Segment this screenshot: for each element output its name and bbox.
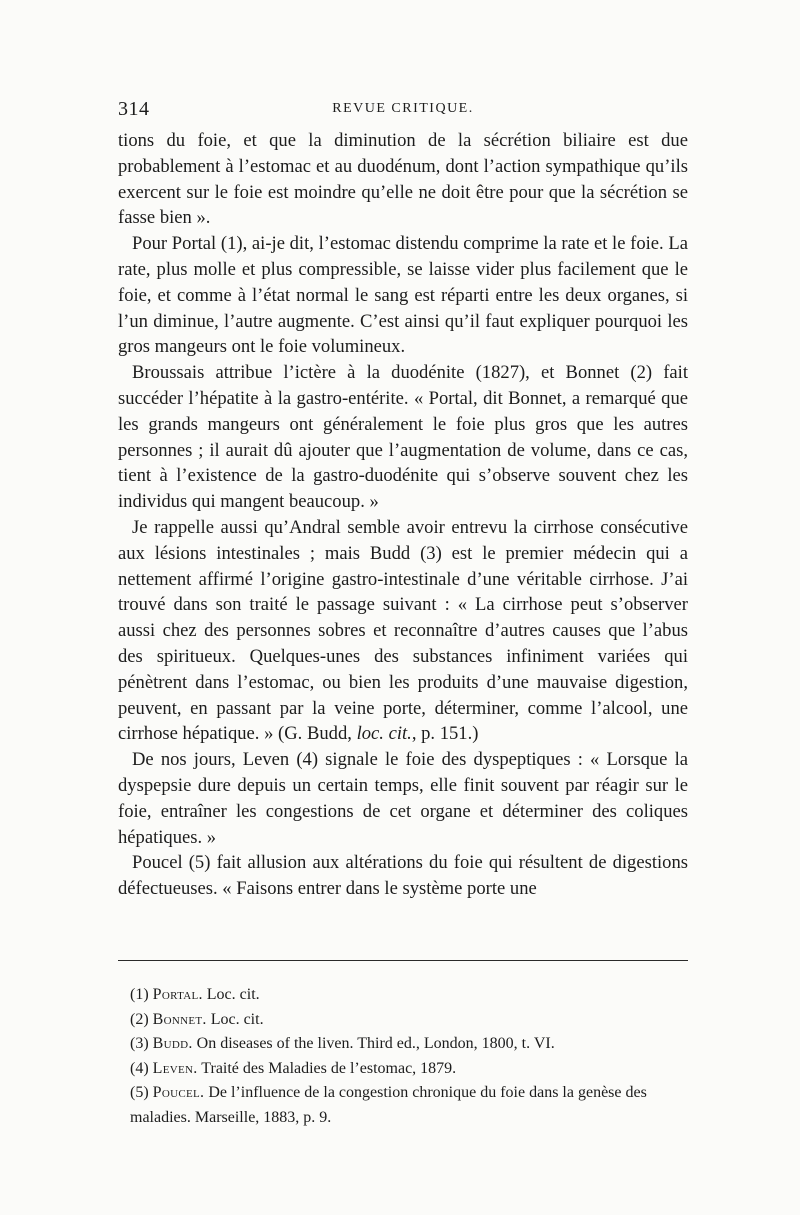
- body-text: [118, 128, 688, 902]
- footnote-divider: [118, 960, 688, 961]
- footnote-author: Bonnet.: [152, 1010, 207, 1028]
- footnote-author: Leven.: [152, 1059, 198, 1077]
- paragraph-continuation: [118, 128, 688, 231]
- text-run: , p. 151.): [411, 723, 479, 745]
- paragraph-andral-budd: [118, 515, 688, 747]
- footnote-number: (4): [130, 1059, 149, 1077]
- footnote-author: Budd.: [152, 1035, 193, 1052]
- footnote-3: [118, 1032, 688, 1057]
- footnote-text: Traité des Maladies de l’estomac, 1879.: [197, 1059, 457, 1077]
- paragraph-poucel: [118, 850, 688, 902]
- text-run: Je rappelle aussi qu’Andral semble avoir entrevu la cirrhose consécutive aux lésions intestinales ; mais Budd (3) est le premier médecin qui a nettement affirmé l’origine gastro-intestinale d’une véritable cirrhose. J’ai trouvé dans son traité le passage suivant : « La cirrhose peut s’observer aussi chez des personnes sobres et reconnaître d’autres causes que l’abus des spiritueux. Quelques-unes des substances infiniment variées qui pénètrent dans l’estomac, ou bien les produits d’une mauvaise digestion, peuvent, en passant par la veine porte, déterminer, comme l’alcool, une cirrhose hépatique. » (G. Budd,: [118, 516, 688, 745]
- text-run: De nos jours, Leven (4) signale le foie des dyspeptiques : « Lorsque la dyspepsie dure depuis un certain temps, elle finit souvent par réagir sur le foie, entraîner les congestions de cet organe et déterminer des coliques hépatiques. »: [118, 749, 688, 848]
- text-run-italic: loc. cit.: [356, 723, 412, 745]
- footnote-5: [118, 1081, 688, 1130]
- paragraph-leven: [118, 747, 688, 850]
- footnote-number: (3): [130, 1035, 149, 1052]
- footnote-4: [118, 1057, 688, 1082]
- footnote-text: De l’influence de la congestion chronique du foie dans la genèse des maladies. Marseille, 1883, p. 9.: [130, 1084, 647, 1126]
- text-run: Pour Portal (1), ai-je dit, l’estomac distendu comprime la rate et le foie. La rate, plus molle et plus compressible, se laisse vider plus facilement que le foie, et comme à l’état normal le sang est réparti entre les deux organes, si l’un diminue, l’autre augmente. C’est ainsi qu’il faut expliquer pourquoi les gros mangeurs ont le foie volumineux.: [118, 233, 688, 358]
- footnotes: [118, 983, 688, 1130]
- paragraph-broussais: [118, 360, 688, 515]
- running-title: REVUE CRITIQUE.: [332, 101, 474, 116]
- footnote-number: (2): [130, 1010, 149, 1028]
- text-run: Broussais attribue l’ictère à la duodénite (1827), et Bonnet (2) fait succéder l’hépatite à la gastro-entérite. « Portal, dit Bonnet, a remarqué que les grands mangeurs ont généralement le foie plus gros que les autres personnes ; il aurait dû ajouter que l’augmentation de volume, dans ce cas, tient à l’existence de la gastro-duodénite qui s’observe souvent chez les individus qui mangent beaucoup. »: [118, 362, 688, 513]
- footnote-1: [118, 983, 688, 1008]
- footnote-number: (5): [130, 1084, 149, 1101]
- footnote-text: Loc. cit.: [202, 986, 260, 1003]
- text-run: Poucel (5) fait allusion aux altérations du foie qui résultent de digestions défectueuses. « Faisons entrer dans le système porte une: [118, 852, 688, 900]
- footnote-author: Poucel.: [152, 1084, 205, 1101]
- paragraph-portal: [118, 231, 688, 360]
- footnote-author: Portal.: [152, 986, 203, 1003]
- footnote-number: (1): [130, 986, 149, 1003]
- footnote-text: Loc. cit.: [206, 1010, 264, 1028]
- page-header: [118, 98, 688, 126]
- footnote-2: [118, 1008, 688, 1033]
- page-number: 314: [118, 98, 150, 120]
- footnote-text: On diseases of the liven. Third ed., London, 1800, t. VI.: [192, 1035, 555, 1052]
- text-run: tions du foie, et que la diminution de la sécrétion biliaire est due probablement à l’estomac et au duodénum, dont l’action sympathique qu’ils exercent sur le foie est moindre qu’elle ne doit être pour que la sécrétion se fasse bien ».: [118, 130, 688, 229]
